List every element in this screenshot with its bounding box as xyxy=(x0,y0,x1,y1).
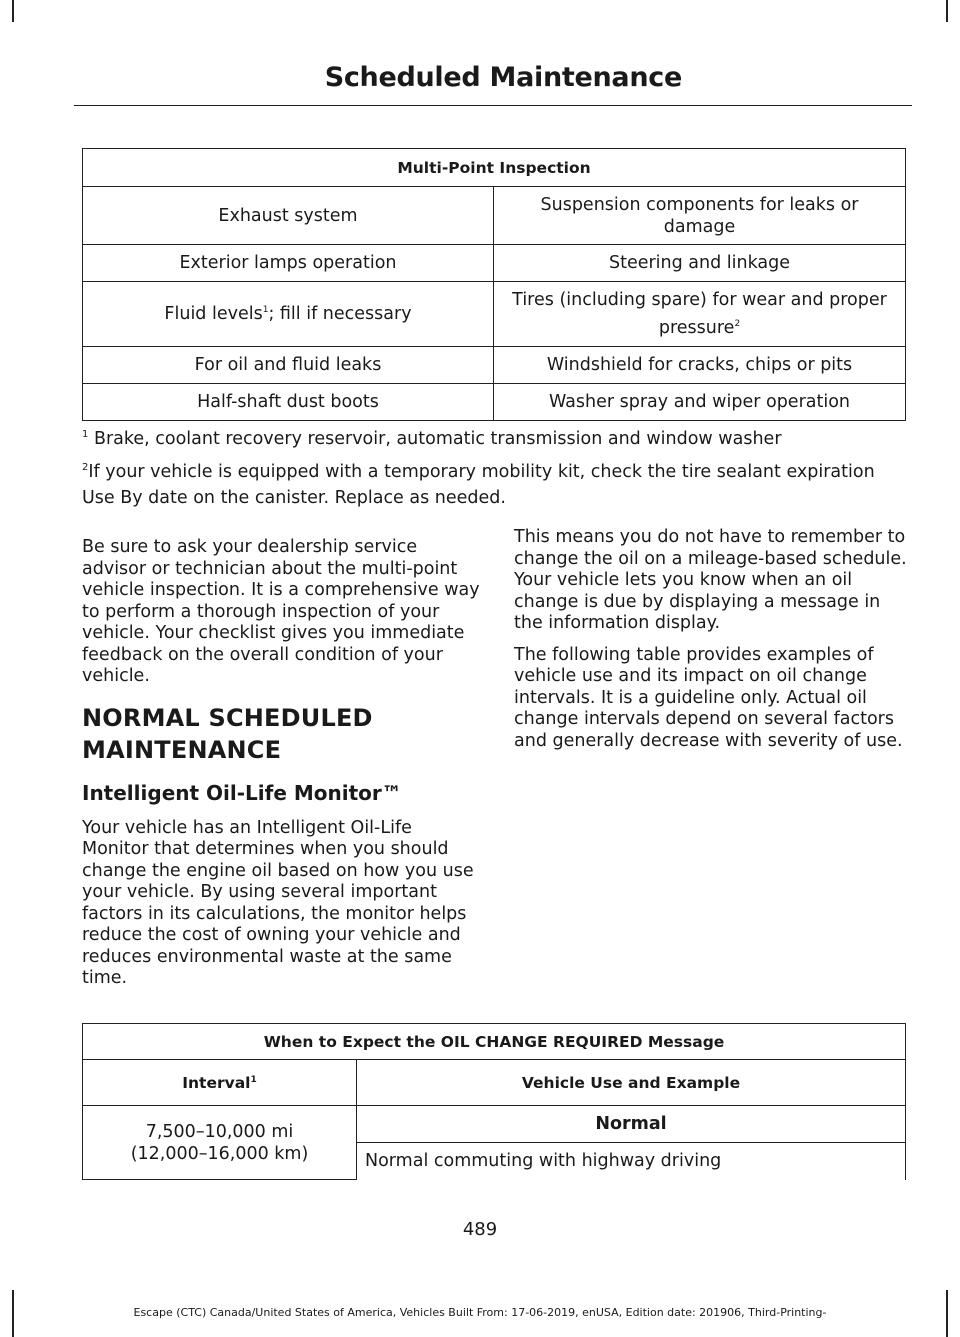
section-heading xyxy=(82,702,482,766)
footnote-1 xyxy=(82,426,912,452)
section-heading-line: NORMAL SCHEDULED xyxy=(82,703,373,732)
crop-mark-top-right xyxy=(946,0,948,22)
table-row xyxy=(83,347,906,384)
section-heading-line: MAINTENANCE xyxy=(82,735,282,764)
table-row xyxy=(83,1106,906,1143)
page-number: 489 xyxy=(462,1219,498,1240)
footnote-ref: 1 xyxy=(262,305,269,316)
interval-miles: 7,500–10,000 mi xyxy=(145,1121,294,1142)
footnote-ref: 2 xyxy=(734,319,741,330)
intro-paragraph: Be sure to ask your dealership service advisor or technician about the multi-point vehicle inspection. It is a comprehensive way to perform a thorough inspection of your vehicle. Your checklist gives you immediate feedback on the overall condition of your vehicle. xyxy=(82,537,480,686)
table-cell: Windshield for cracks, chips or pits xyxy=(494,347,906,384)
table-header-row xyxy=(83,1060,906,1106)
cell-text: ; fill if necessary xyxy=(268,304,412,324)
page-header xyxy=(74,58,912,108)
table-cell: Exterior lamps operation xyxy=(83,245,494,282)
table-row xyxy=(83,187,906,245)
table-cell: Steering and linkage xyxy=(494,245,906,282)
cell-text: Tires (including spare) for wear and proper pressure xyxy=(512,290,887,338)
header-rule xyxy=(74,105,912,106)
table-cell: Half-shaft dust boots xyxy=(83,384,494,421)
table-row xyxy=(83,245,906,282)
table-cell: Suspension components for leaks or damage xyxy=(494,187,906,245)
page-title: Scheduled Maintenance xyxy=(324,62,682,93)
footnote-mark: 1 xyxy=(82,429,89,441)
interval-cell xyxy=(83,1106,357,1180)
footnote-text: If your vehicle is equipped with a temporary mobility kit, check the tire sealant expiration Use By date on the canister. Replace as needed. xyxy=(82,462,875,508)
cell-text: Fluid levels xyxy=(164,304,263,324)
crop-mark-top-left xyxy=(12,0,14,22)
right-paragraph-2: The following table provides examples of vehicle use and its impact on oil change intervals. It is a guideline only. Actual oil change intervals depend on several factors and generally decrease with severity of use. xyxy=(514,644,903,751)
footnote-ref: 1 xyxy=(250,1074,257,1085)
oil-table-title: When to Expect the OIL CHANGE REQUIRED Message xyxy=(83,1024,906,1060)
iolm-paragraph: Your vehicle has an Intelligent Oil-Life Monitor that determines when you should change the engine oil based on how you use your vehicle. By using several important factors in its calculations, the monitor helps reduce the cost of owning your vehicle and reduces environmental waste at the same time. xyxy=(82,817,474,988)
category-cell: Normal xyxy=(357,1106,906,1143)
left-column xyxy=(82,537,482,1000)
table-cell xyxy=(494,282,906,347)
table-cell xyxy=(83,282,494,347)
oil-change-table xyxy=(82,1023,906,1180)
right-column xyxy=(514,527,912,762)
table-row xyxy=(83,384,906,421)
inspection-table-title: Multi-Point Inspection xyxy=(83,149,906,187)
table-cell: Washer spray and wiper operation xyxy=(494,384,906,421)
table-row xyxy=(83,282,906,347)
footnote-mark: 2 xyxy=(82,462,89,474)
interval-km: (12,000–16,000 km) xyxy=(130,1143,309,1164)
subheading: Intelligent Oil-Life Monitor™ xyxy=(82,780,402,805)
right-paragraph-1: This means you do not have to remember to change the oil on a mileage-based schedule. Your vehicle lets you know when an oil change is due by displaying a message in the information display. xyxy=(514,527,907,633)
table-cell: Exhaust system xyxy=(83,187,494,245)
column-header-interval xyxy=(83,1060,357,1106)
multi-point-inspection-table xyxy=(82,148,906,421)
table-cell: For oil and fluid leaks xyxy=(83,347,494,384)
example-cell: Normal commuting with highway driving xyxy=(357,1143,906,1180)
header-text: Interval xyxy=(182,1073,251,1092)
page-footer: Escape (CTC) Canada/United States of America, Vehicles Built From: 17-06-2019, enUSA, Edition date: 201906, Third-Printing- xyxy=(133,1306,827,1319)
footnote-text: Brake, coolant recovery reservoir, automatic transmission and window washer xyxy=(88,429,782,449)
column-header-vehicle-use: Vehicle Use and Example xyxy=(357,1060,906,1106)
footnote-2 xyxy=(82,459,912,511)
